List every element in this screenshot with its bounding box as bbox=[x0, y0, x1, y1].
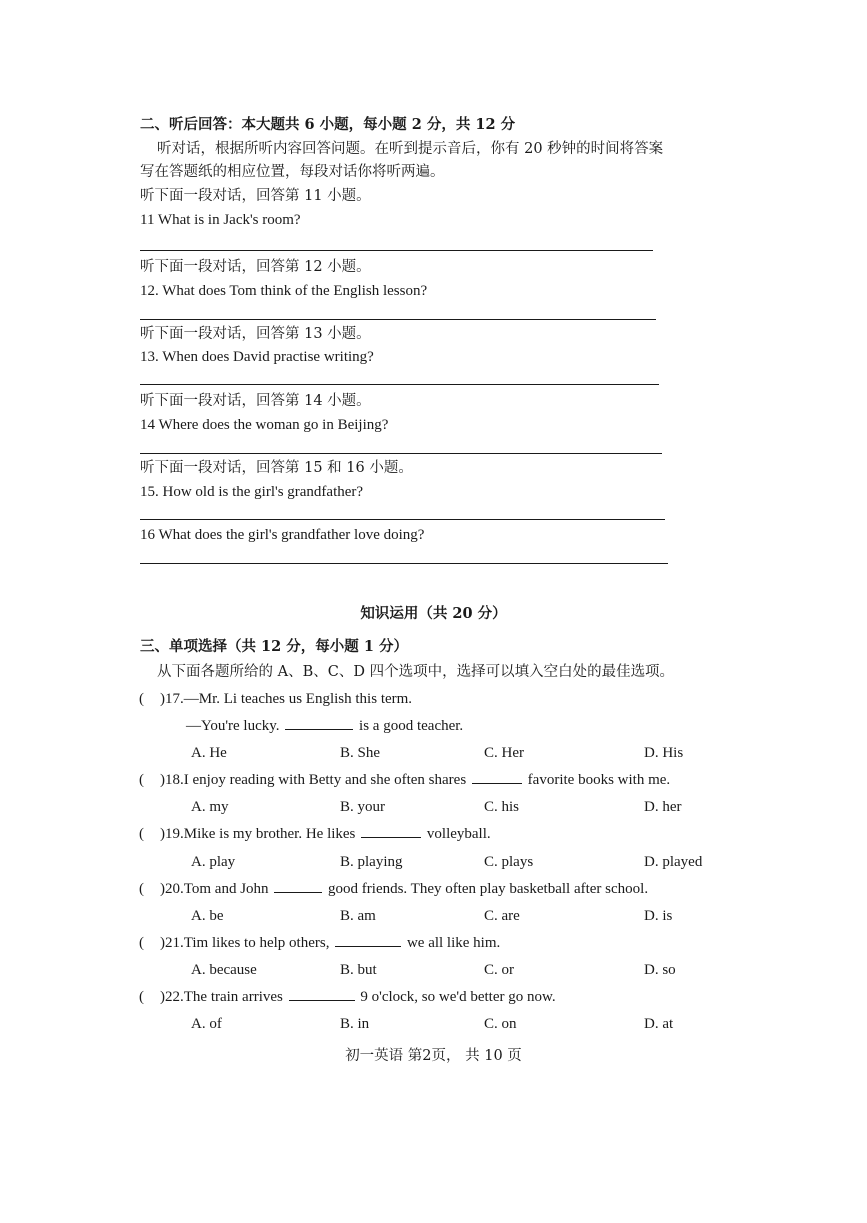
mcq-18-text-b: favorite books with me. bbox=[527, 772, 671, 788]
mcq-18-option-a: A. my bbox=[191, 799, 229, 815]
answer-line-14[interactable] bbox=[140, 453, 662, 454]
answer-paren-17[interactable]: ( bbox=[139, 691, 144, 707]
mcq-19-text-b: volleyball. bbox=[426, 826, 491, 842]
mcq-18-number: )18. bbox=[160, 772, 184, 788]
mcq-21-text-a: Tim likes to help others, bbox=[183, 935, 330, 951]
mcq-17-option-b: B. She bbox=[340, 745, 381, 761]
question-14: 14 Where does the woman go in Beijing? bbox=[140, 417, 389, 433]
answer-paren-18[interactable]: ( bbox=[139, 772, 144, 788]
mcq-18-option-c: C. his bbox=[484, 799, 520, 815]
mcq-22 bbox=[160, 990, 556, 1005]
mcq-17-line2-a: —You're lucky. bbox=[186, 718, 280, 734]
mcq-17-line2 bbox=[186, 719, 463, 734]
mcq-22-option-d: D. at bbox=[644, 1016, 674, 1032]
dialog-prompt-15-16: 听下面一段对话，回答第 15 和 16 小题。 bbox=[140, 460, 413, 476]
mcq-17-line2-b: is a good teacher. bbox=[359, 718, 464, 734]
dialog-prompt-13: 听下面一段对话，回答第 13 小题。 bbox=[140, 326, 371, 342]
mcq-18-option-d: D. her bbox=[644, 799, 682, 815]
mcq-17 bbox=[160, 692, 412, 707]
mcq-21-option-d: D. so bbox=[644, 962, 676, 978]
mcq-22-option-c: C. on bbox=[484, 1016, 517, 1032]
mcq-21-option-b: B. but bbox=[340, 962, 377, 978]
section2-instruction-line1: 听对话，根据所听内容回答问题。在听到提示音后，你有 20 秒钟的时间将答案 bbox=[157, 141, 664, 157]
mcq-21-blank bbox=[335, 945, 401, 947]
mcq-19-blank bbox=[361, 836, 421, 838]
mcq-19-number: )19. bbox=[160, 826, 184, 842]
mcq-22-text-a: The train arrives bbox=[183, 989, 283, 1005]
mcq-17-option-a: A. He bbox=[191, 745, 227, 761]
mcq-21-option-a: A. because bbox=[191, 962, 257, 978]
mcq-19-option-c: C. plays bbox=[484, 854, 534, 870]
mcq-18-blank bbox=[472, 782, 522, 784]
section2-instruction-line2: 写在答题纸的相应位置，每段对话你将听两遍。 bbox=[140, 164, 445, 180]
dialog-prompt-11: 听下面一段对话，回答第 11 小题。 bbox=[140, 188, 371, 204]
mcq-21-text-b: we all like him. bbox=[406, 935, 501, 951]
mcq-20-option-a: A. be bbox=[191, 908, 224, 924]
answer-paren-22[interactable]: ( bbox=[139, 989, 144, 1005]
mcq-20-option-d: D. is bbox=[644, 908, 673, 924]
mcq-17-blank bbox=[285, 728, 353, 730]
answer-line-12[interactable] bbox=[140, 319, 656, 320]
mcq-19-text-a: Mike is my brother. He likes bbox=[183, 826, 356, 842]
mcq-19-option-a: A. play bbox=[191, 854, 236, 870]
mcq-17-option-c: C. Her bbox=[484, 745, 524, 761]
page-footer: 初一英语 第2页， 共 10 页 bbox=[345, 1048, 522, 1064]
mcq-20-option-c: C. are bbox=[484, 908, 520, 924]
answer-line-15[interactable] bbox=[140, 519, 665, 520]
mcq-22-option-b: B. in bbox=[340, 1016, 370, 1032]
mcq-19 bbox=[160, 827, 491, 842]
mcq-21-number: )21. bbox=[160, 935, 184, 951]
mcq-20-option-b: B. am bbox=[340, 908, 376, 924]
answer-line-13[interactable] bbox=[140, 384, 659, 385]
section3-instruction: 从下面各题所给的 A、B、C、D 四个选项中，选择可以填入空白处的最佳选项。 bbox=[157, 664, 675, 680]
dialog-prompt-14: 听下面一段对话，回答第 14 小题。 bbox=[140, 393, 371, 409]
mcq-18 bbox=[160, 773, 670, 788]
mcq-17-option-d: D. His bbox=[644, 745, 684, 761]
question-13: 13. When does David practise writing? bbox=[140, 349, 374, 365]
answer-line-16[interactable] bbox=[140, 563, 668, 564]
mcq-20-text-a: Tom and John bbox=[183, 881, 269, 897]
section3-heading: 三、单项选择（共 12 分，每小题 1 分） bbox=[140, 638, 408, 655]
answer-paren-20[interactable]: ( bbox=[139, 881, 144, 897]
question-11: 11 What is in Jack's room? bbox=[140, 212, 301, 228]
question-15: 15. How old is the girl's grandfather? bbox=[140, 484, 364, 500]
mcq-17-line1: —Mr. Li teaches us English this term. bbox=[183, 691, 413, 707]
mcq-21 bbox=[160, 936, 500, 951]
mcq-19-option-d: D. played bbox=[644, 854, 703, 870]
mcq-20-text-b: good friends. They often play basketball after school. bbox=[328, 881, 649, 897]
mcq-22-number: )22. bbox=[160, 989, 184, 1005]
mcq-20-blank bbox=[274, 891, 322, 893]
mcq-21-option-c: C. or bbox=[484, 962, 514, 978]
mcq-19-option-b: B. playing bbox=[340, 854, 403, 870]
mcq-20-number: )20. bbox=[160, 881, 184, 897]
mcq-22-option-a: A. of bbox=[191, 1016, 222, 1032]
knowledge-section-title: 知识运用（共 20 分） bbox=[360, 605, 507, 622]
question-12: 12. What does Tom think of the English lesson? bbox=[140, 283, 428, 299]
mcq-18-text-a: I enjoy reading with Betty and she often shares bbox=[183, 772, 467, 788]
mcq-17-number: )17. bbox=[160, 691, 184, 707]
dialog-prompt-12: 听下面一段对话，回答第 12 小题。 bbox=[140, 259, 371, 275]
mcq-22-text-b: 9 o'clock, so we'd better go now. bbox=[360, 989, 556, 1005]
mcq-20 bbox=[160, 882, 648, 897]
mcq-22-blank bbox=[289, 999, 355, 1001]
mcq-18-option-b: B. your bbox=[340, 799, 385, 815]
question-16: 16 What does the girl's grandfather love doing? bbox=[140, 527, 425, 543]
answer-paren-19[interactable]: ( bbox=[139, 826, 144, 842]
answer-paren-21[interactable]: ( bbox=[139, 935, 144, 951]
answer-line-11[interactable] bbox=[140, 250, 653, 251]
section2-heading: 二、听后回答：本大题共 6 小题，每小题 2 分，共 12 分 bbox=[140, 116, 516, 133]
